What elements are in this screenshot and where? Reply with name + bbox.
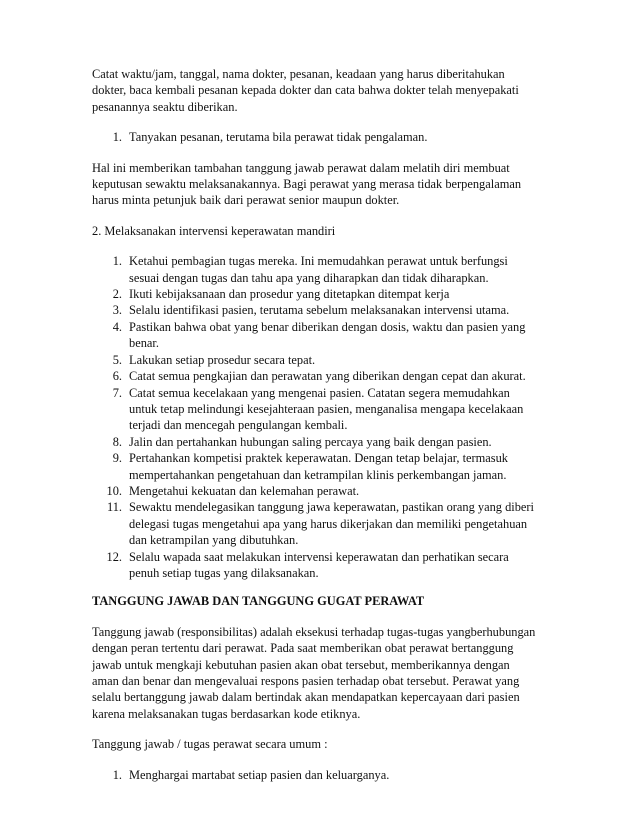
list-b xyxy=(92,253,562,581)
list-item: 4. Pastikan bahwa obat yang benar diberikan dengan dosis, waktu dan pasien yang benar. xyxy=(112,319,526,351)
text-line: pesanannya seaktu diberikan. xyxy=(92,99,238,114)
text-line: Hal ini memberikan tambahan tanggung jawab perawat dalam melatih diri membuat xyxy=(92,160,510,175)
list-a xyxy=(92,129,562,145)
list-item: 1. Ketahui pembagian tugas mereka. Ini memudahkan perawat untuk berfungsi sesuai dengan tugas dan tahu apa yang diharapkan dan tidak diharapkan. xyxy=(112,254,508,285)
section-heading: TANGGUNG JAWAB DAN TANGGUNG GUGAT PERAWAT xyxy=(92,594,425,609)
text-line: Tanggung jawab (responsibilitas) adalah eksekusi terhadap tugas-tugas yangberhubungan xyxy=(92,624,536,639)
list-item: 12. Selalu wapada saat melakukan intervensi keperawatan dan perhatikan secara penuh setiap tugas yang dilaksanakan. xyxy=(106,549,509,580)
list-item: 1. Menghargai martabat setiap pasien dan keluarganya. xyxy=(112,767,390,782)
text-line: selalu bertanggung jawab dalam bertindak akan mendapatkan kepercayaan dari pasien xyxy=(92,690,520,705)
intro-paragraph xyxy=(92,66,562,115)
list-item: 2. Ikuti kebijaksanaan dan prosedur yang ditetapkan ditempat kerja xyxy=(112,287,450,302)
list-c xyxy=(92,767,562,783)
text-line: harus minta petunjuk baik dari perawat senior maupun dokter. xyxy=(92,193,400,208)
text-line: dokter, baca kembali pesanan kepada dokter dan cata bahwa dokter telah menyepakati xyxy=(92,83,519,98)
paragraph-b xyxy=(92,160,562,209)
paragraph-d: Tanggung jawab / tugas perawat secara umum : xyxy=(92,737,328,752)
paragraph-c xyxy=(92,624,562,722)
text-line: karena melaksanakan tugas berdasarkan kode etiknya. xyxy=(92,706,361,721)
list-item: 5. Lakukan setiap prosedur secara tepat. xyxy=(112,352,316,367)
document-page xyxy=(92,66,562,783)
list-item: 6. Catat semua pengkajian dan perawatan yang diberikan dengan cepat dan akurat. xyxy=(112,369,526,384)
list-item: 11. Sewaktu mendelegasikan tanggung jawa keperawatan, pastikan orang yang diberi delegasi tugas mengetahui apa yang harus dikerjakan dan memiliki pengetahuan dan ketrampilan yang dibutuhkan. xyxy=(106,500,534,548)
text-line: dengan peran tertentu dari perawat. Pada saat memberikan obat perawat bertanggung xyxy=(92,641,514,656)
list-item: 8. Jalin dan pertahankan hubungan saling percaya yang baik dengan pasien. xyxy=(112,434,492,449)
text-line: keputusan sewaktu melaksanakannya. Bagi perawat yang merasa tidak berpengalaman xyxy=(92,177,522,192)
text-line: jawab untuk mengkaji kebutuhan pasien akan obat tersebut, memberikannya dengan xyxy=(92,657,510,672)
text-line: Catat waktu/jam, tanggal, nama dokter, pesanan, keadaan yang harus diberitahukan xyxy=(92,67,505,81)
text-line: aman dan benar dan mengevaluai respons pasien terhadap obat tersebut. Perawat yang xyxy=(92,674,520,688)
list-item: 7. Catat semua kecelakaan yang mengenai pasien. Catatan segera memudahkan untuk tetap melindungi kesejahteraan pasien, menganalisa mengapa kecelakaan terjadi dan mencegah pengulangan kembali. xyxy=(112,385,524,433)
list-item: 3. Selalu identifikasi pasien, terutama sebelum melaksanakan intervensi utama. xyxy=(112,303,510,318)
list-item: 9. Pertahankan kompetisi praktek keperawatan. Dengan tetap belajar, termasuk mempertahankan pengetahuan dan ketrampilan klinis perkembangan jaman. xyxy=(112,451,508,482)
list-item: 1. Tanyakan pesanan, terutama bila perawat tidak pengalaman. xyxy=(112,130,428,145)
section-2-title: 2. Melaksanakan intervensi keperawatan mandiri xyxy=(92,223,336,238)
list-item: 10. Mengetahui kekuatan dan kelemahan perawat. xyxy=(106,483,360,498)
